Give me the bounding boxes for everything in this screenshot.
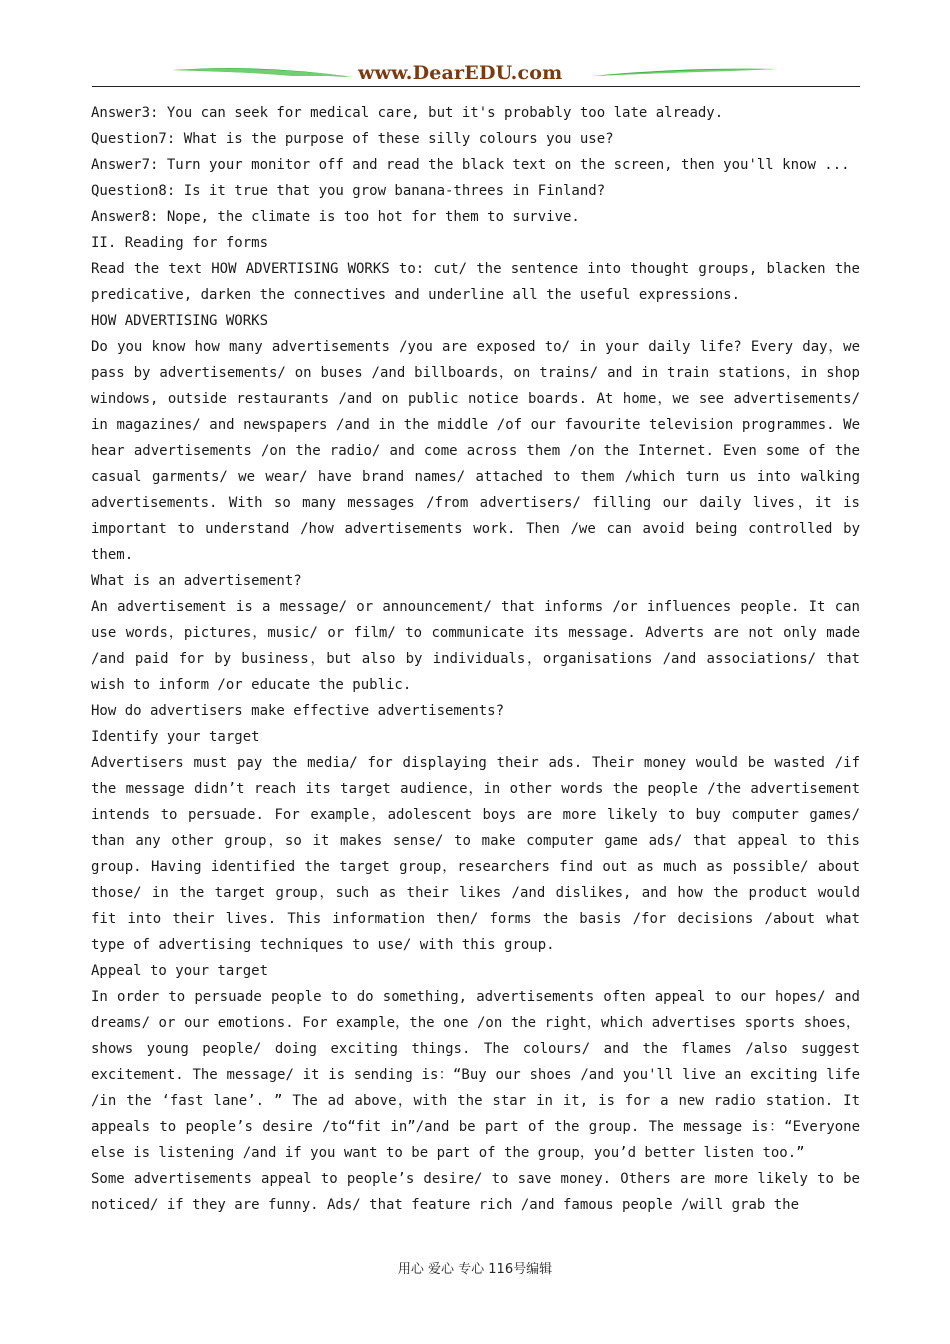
subheading: Identify your target xyxy=(91,729,260,745)
section-heading: II. Reading for forms xyxy=(91,235,269,251)
article-paragraph: An advertisement is a message/ or announcement/ that informs /or influences people. It can use words，pictures，music/ or film/ to communicate its message. Adverts are not only made /and paid for by business，but also by individuals，organisations /and associations/ that wish to inform /or educate the public. xyxy=(91,599,860,693)
subheading: Appeal to your target xyxy=(91,963,269,979)
instruction-paragraph: Read the text HOW ADVERTISING WORKS to: cut/ the sentence into thought groups, blacken the predicative, darken the connectives and underline all the useful expressions. xyxy=(91,261,860,303)
qa-line: Question7: What is the purpose of these silly colours you use? xyxy=(91,131,614,147)
article-paragraph: In order to persuade people to do something, advertisements often appeal to our hopes/ and dreams/ or our emotions. For example，the one /on the right，which advertises sports shoes，shows young people/ doing exciting things. The colours/ and the flames /also suggest excitement. The message/ it is sending is：“Buy our shoes /and you'll live an exciting life /in the ‘fast lane’. ” The ad above，with the star in it, is for a new radio station. It appeals to people’s desire /to“fit in”/and be part of the group. The message is：“Everyone else is listening /and if you want to be part of the group，you’d better listen too.” xyxy=(91,989,860,1161)
page-footer: 用心 爱心 专心 116号编辑 xyxy=(397,1262,553,1277)
article-paragraph: Some advertisements appeal to people’s desire/ to save money. Others are more likely to be noticed/ if they are funny. Ads/ that feature rich /and famous people /will grab the xyxy=(91,1171,860,1213)
header-rule xyxy=(92,86,860,87)
qa-line: Answer8: Nope, the climate is too hot for them to survive. xyxy=(91,209,580,225)
page-header xyxy=(92,58,860,90)
qa-line: Answer3: You can seek for medical care, but it's probably too late already. xyxy=(91,105,724,121)
subheading: What is an advertisement? xyxy=(91,573,302,589)
article-paragraph: Advertisers must pay the media/ for displaying their ads. Their money would be wasted /if the message didn’t reach its target audience，in other words the people /the advertisement intends to persuade. For example，adolescent boys are more likely to buy computer games/ than any other group，so it makes sense/ to make computer game ads/ that appeal to this group. Having identified the target group，researchers find out as much as possible/ about those/ in the target group，such as their likes /and dislikes, and how the product would fit into their lives. This information then/ forms the basis /for decisions /about what type of advertising techniques to use/ with this group. xyxy=(91,755,860,953)
qa-line: Answer7: Turn your monitor off and read the black text on the screen, then you'll know ... xyxy=(91,157,850,173)
qa-line: Question8: Is it true that you grow banana-threes in Finland? xyxy=(91,183,606,199)
article-paragraph: Do you know how many advertisements /you are exposed to/ in your daily life? Every day，we pass by advertisements/ on buses /and billboards，on trains/ and in train stations，in shop windows, outside restaurants /and on public notice boards. At home，we see advertisements/ in magazines/ and newspapers /and in the middle /of our favourite television programmes. We hear advertisements /on the radio/ and come across them /on the Internet. Even some of the casual garments/ we wear/ have brand names/ attached to them /which turn us into walking advertisements. With so many messages /from advertisers/ filling our daily lives，it is important to understand /how advertisements work. Then /we can avoid being controlled by them. xyxy=(91,339,860,563)
subheading: How do advertisers make effective advertisements? xyxy=(91,703,505,719)
article-title: HOW ADVERTISING WORKS xyxy=(91,313,269,329)
site-logo: www.DearEDU.com xyxy=(358,62,563,84)
document-body xyxy=(91,100,860,1218)
